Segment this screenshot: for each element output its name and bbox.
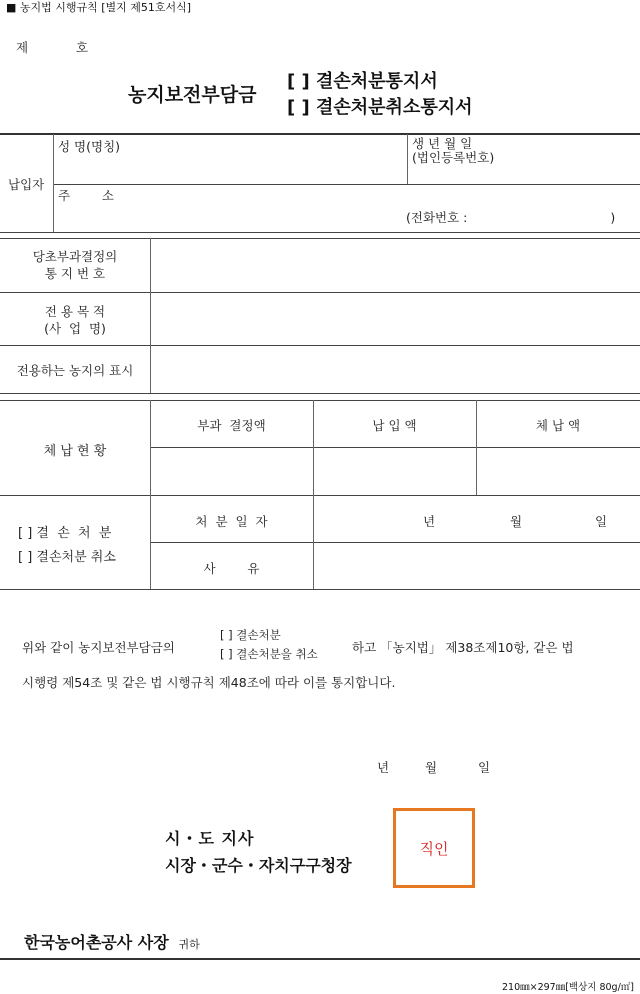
vrule-arrears-1 xyxy=(313,400,314,495)
issue-date-year: 년 xyxy=(377,760,390,775)
rule-footer xyxy=(0,958,640,960)
disposition-date-year: 년 xyxy=(423,514,436,529)
payer-name-label: 성 명(명칭) xyxy=(58,139,121,154)
rule-payer-bottom xyxy=(0,232,640,233)
decision-number-label-line1: 당초부과결정의 xyxy=(32,249,118,264)
form-reference: ■ 농지법 시행규칙 [별지 제51호서식] xyxy=(6,1,192,14)
recipient xyxy=(24,930,200,953)
disposition-option-cancel: [ ] 결손처분 취소 xyxy=(18,550,116,565)
purpose-label-line2: (사 업 명) xyxy=(44,321,106,336)
rule-decision-bottom xyxy=(0,292,640,293)
arrears-col-assessed: 부과 결정액 xyxy=(197,418,266,433)
arrears-section-label: 체 납 현 황 xyxy=(43,444,107,459)
issue-date-month: 월 xyxy=(425,760,438,775)
body-option-cancel: [ ] 결손처분을 취소 xyxy=(220,647,318,661)
rule-section3-bottom xyxy=(0,589,640,590)
title-option-deficit: [ ] 결손처분통지서 xyxy=(287,71,438,92)
arrears-col-paid: 납 입 액 xyxy=(372,418,417,433)
payer-phone-label: (전화번호 : ) xyxy=(406,210,616,225)
disposition-date-day: 일 xyxy=(595,514,608,529)
official-seal-text: 직인 xyxy=(419,839,449,858)
issuer-mayor: 시장・군수・자치구구청장 xyxy=(165,856,352,875)
disposition-reason-label: 사 유 xyxy=(203,561,260,576)
disposition-option-deficit: [ ] 결 손 처 분 xyxy=(18,526,112,541)
issuer-governor: 시・도 지사 xyxy=(165,829,255,848)
rule-arrears-bottom xyxy=(0,495,640,496)
purpose-label-line1: 전 용 목 적 xyxy=(44,304,106,319)
body-option-deficit: [ ] 결손처분 xyxy=(220,628,281,642)
farmland-label: 전용하는 농지의 표시 xyxy=(16,363,134,378)
title-main: 농지보전부담금 xyxy=(128,84,257,106)
purpose-label xyxy=(0,303,150,337)
vrule-payer xyxy=(53,134,54,232)
recipient-suffix: 귀하 xyxy=(178,938,200,951)
disposition-date-month: 월 xyxy=(510,514,523,529)
rule-top xyxy=(0,133,640,135)
payer-birth-label-line1: 생 년 월 일 xyxy=(412,136,473,151)
number-label-ho: 호 xyxy=(76,40,89,55)
arrears-col-outstanding: 체 납 액 xyxy=(535,418,581,433)
payer-birth-label xyxy=(412,137,494,165)
official-seal-box xyxy=(393,808,475,888)
rule-section3-top xyxy=(0,400,640,401)
rule-section2-bottom xyxy=(0,393,640,394)
vrule-birth xyxy=(407,134,408,184)
body-prefix: 위와 같이 농지보전부담금의 xyxy=(22,640,175,655)
rule-disposition-mid xyxy=(150,542,640,543)
payer-birth-label-line2: (법인등록번호) xyxy=(412,150,495,165)
vrule-section2 xyxy=(150,238,151,393)
issue-date-day: 일 xyxy=(478,760,491,775)
vrule-arrears-2 xyxy=(476,400,477,495)
number-label-je: 제 xyxy=(16,40,29,55)
paper-spec: 210㎜×297㎜[백상지 80g/㎡] xyxy=(501,982,634,993)
rule-section2-top xyxy=(0,238,640,239)
rule-purpose-bottom xyxy=(0,345,640,346)
payer-section-label: 납입자 xyxy=(8,177,45,192)
rule-arrears-mid xyxy=(150,447,640,448)
decision-number-label xyxy=(0,248,150,282)
payer-address-label: 주 소 xyxy=(58,188,114,203)
body-line2: 시행령 제54조 및 같은 법 시행규칙 제48조에 따라 이를 통지합니다. xyxy=(22,675,396,690)
decision-number-label-line2: 통 지 번 호 xyxy=(44,266,106,281)
disposition-date-label: 처 분 일 자 xyxy=(195,514,268,529)
body-suffix: 하고 「농지법」 제38조제10항, 같은 법 xyxy=(352,640,574,655)
vrule-disposition xyxy=(313,495,314,589)
rule-payer-mid xyxy=(53,184,640,185)
title-option-cancel: [ ] 결손처분취소통지서 xyxy=(287,97,473,118)
recipient-name: 한국농어촌공사 사장 xyxy=(24,933,169,952)
